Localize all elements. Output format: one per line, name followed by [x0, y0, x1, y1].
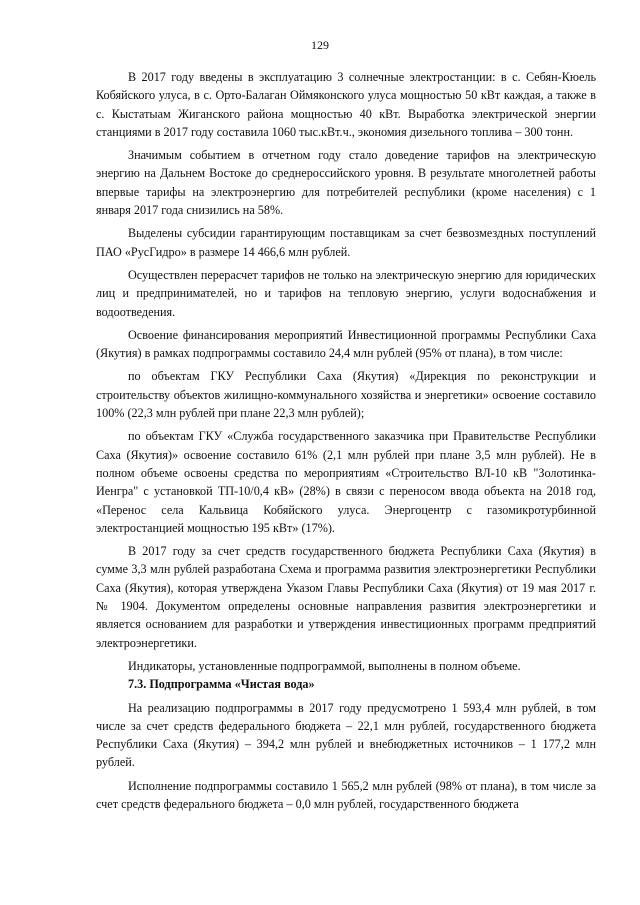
paragraph-funding: На реализацию подпрограммы в 2017 году предусмотрено 1 593,4 млн рублей, в том числе за счет средств федерального бюджета – 22,1 млн рублей, государственного бюджета Республики Саха (Якутия) – 394,2 млн рублей и внебюджетных источников – 1 177,2 млн рублей. — [96, 700, 596, 770]
paragraph-scheme: В 2017 году за счет средств государственного бюджета Республики Саха (Якутия) в сумме 3,3 млн рублей разработана Схема и программа развития электроэнергетики Республики Саха (Якутия), которая утверждена Указом Главы Республики Саха (Якутия) от 19 мая 2017 г. № 1904. Документом определены основные направления развития электроэнергетики и является основанием для разработки и утверждения инвестиционных программ предприятий электроэнергетики. — [96, 544, 596, 650]
paragraph-recalculation: Осуществлен перерасчет тарифов не только на электрическую энергию для юридических лиц и предпринимателей, но и тарифов на тепловую энергию, услуги водоснабжения и водоотведения. — [96, 267, 596, 319]
paragraph-solar-stations: В 2017 году введены в эксплуатацию 3 солнечные электростанции: в с. Себян-Кюель Кобяйского улуса, в с. Орто-Балаган Оймяконского улуса мощностью 50 кВт каждая, а также в с. Кыстатыам Жиганского района мощностью 40 кВт. Выработка электрической энергии станциями в 2017 году составила 1060 тыс.кВт.ч., экономия дизельного топлива – 300 тонн. — [96, 70, 596, 139]
paragraph-customer-service: по объектам ГКУ «Служба государственного заказчика при Правительстве Республики Саха (Якутия)» освоение составило 61% (2,1 млн рублей при плане 3,5 млн рублей). Не в полном объеме освоены средства по мероприятиям «Строительство ВЛ-10 кВ "Золотинка-Иенгра" с установкой ТП-10/0,4 кВ» (28%) в связи с переносом ввода объекта на 2018 год, «Перенос села Кальвица Кобяйского улуса. Энергоцентр с газомикротурбинной электростанцией мощностью 195 кВт» (17%). — [96, 429, 596, 535]
paragraph-directorate: по объектам ГКУ Республики Саха (Якутия) «Дирекция по реконструкции и строительству объектов жилищно-коммунального хозяйства и энергетики» освоение составило 100% (22,3 млн рублей при плане 22,3 млн рублей); — [96, 369, 596, 421]
paragraph-execution: Исполнение подпрограммы составило 1 565,2 млн рублей (98% от плана), в том числе за счет средств федерального бюджета – 0,0 млн рублей, государственного бюджета — [96, 778, 596, 811]
paragraph-investment-program: Освоение финансирования мероприятий Инвестиционной программы Республики Саха (Якутия) в рамках подпрограммы составило 24,4 млн рублей (95% от плана), в том числе: — [96, 327, 596, 361]
paragraph-tariffs: Значимым событием в отчетном году стало доведение тарифов на электрическую энергию на Дальнем Востоке до среднероссийского уровня. В результате многолетней работы впервые тарифы на электроэнергию для потребителей республики (кроме населения) с 1 января 2017 года снизились на 58%. — [96, 148, 596, 218]
page-content — [96, 68, 596, 813]
section-heading: 7.3. Подпрограмма «Чистая вода» — [128, 677, 315, 692]
paragraph-indicators: Индикаторы, установленные подпрограммой, выполнены в полном объеме. — [128, 658, 521, 673]
paragraph-subsidies: Выделены субсидии гарантирующим поставщикам за счет безвозмездных поступлений ПАО «РусГидро» в размере 14 466,6 млн рублей. — [96, 226, 596, 259]
page-number: 129 — [311, 38, 329, 52]
